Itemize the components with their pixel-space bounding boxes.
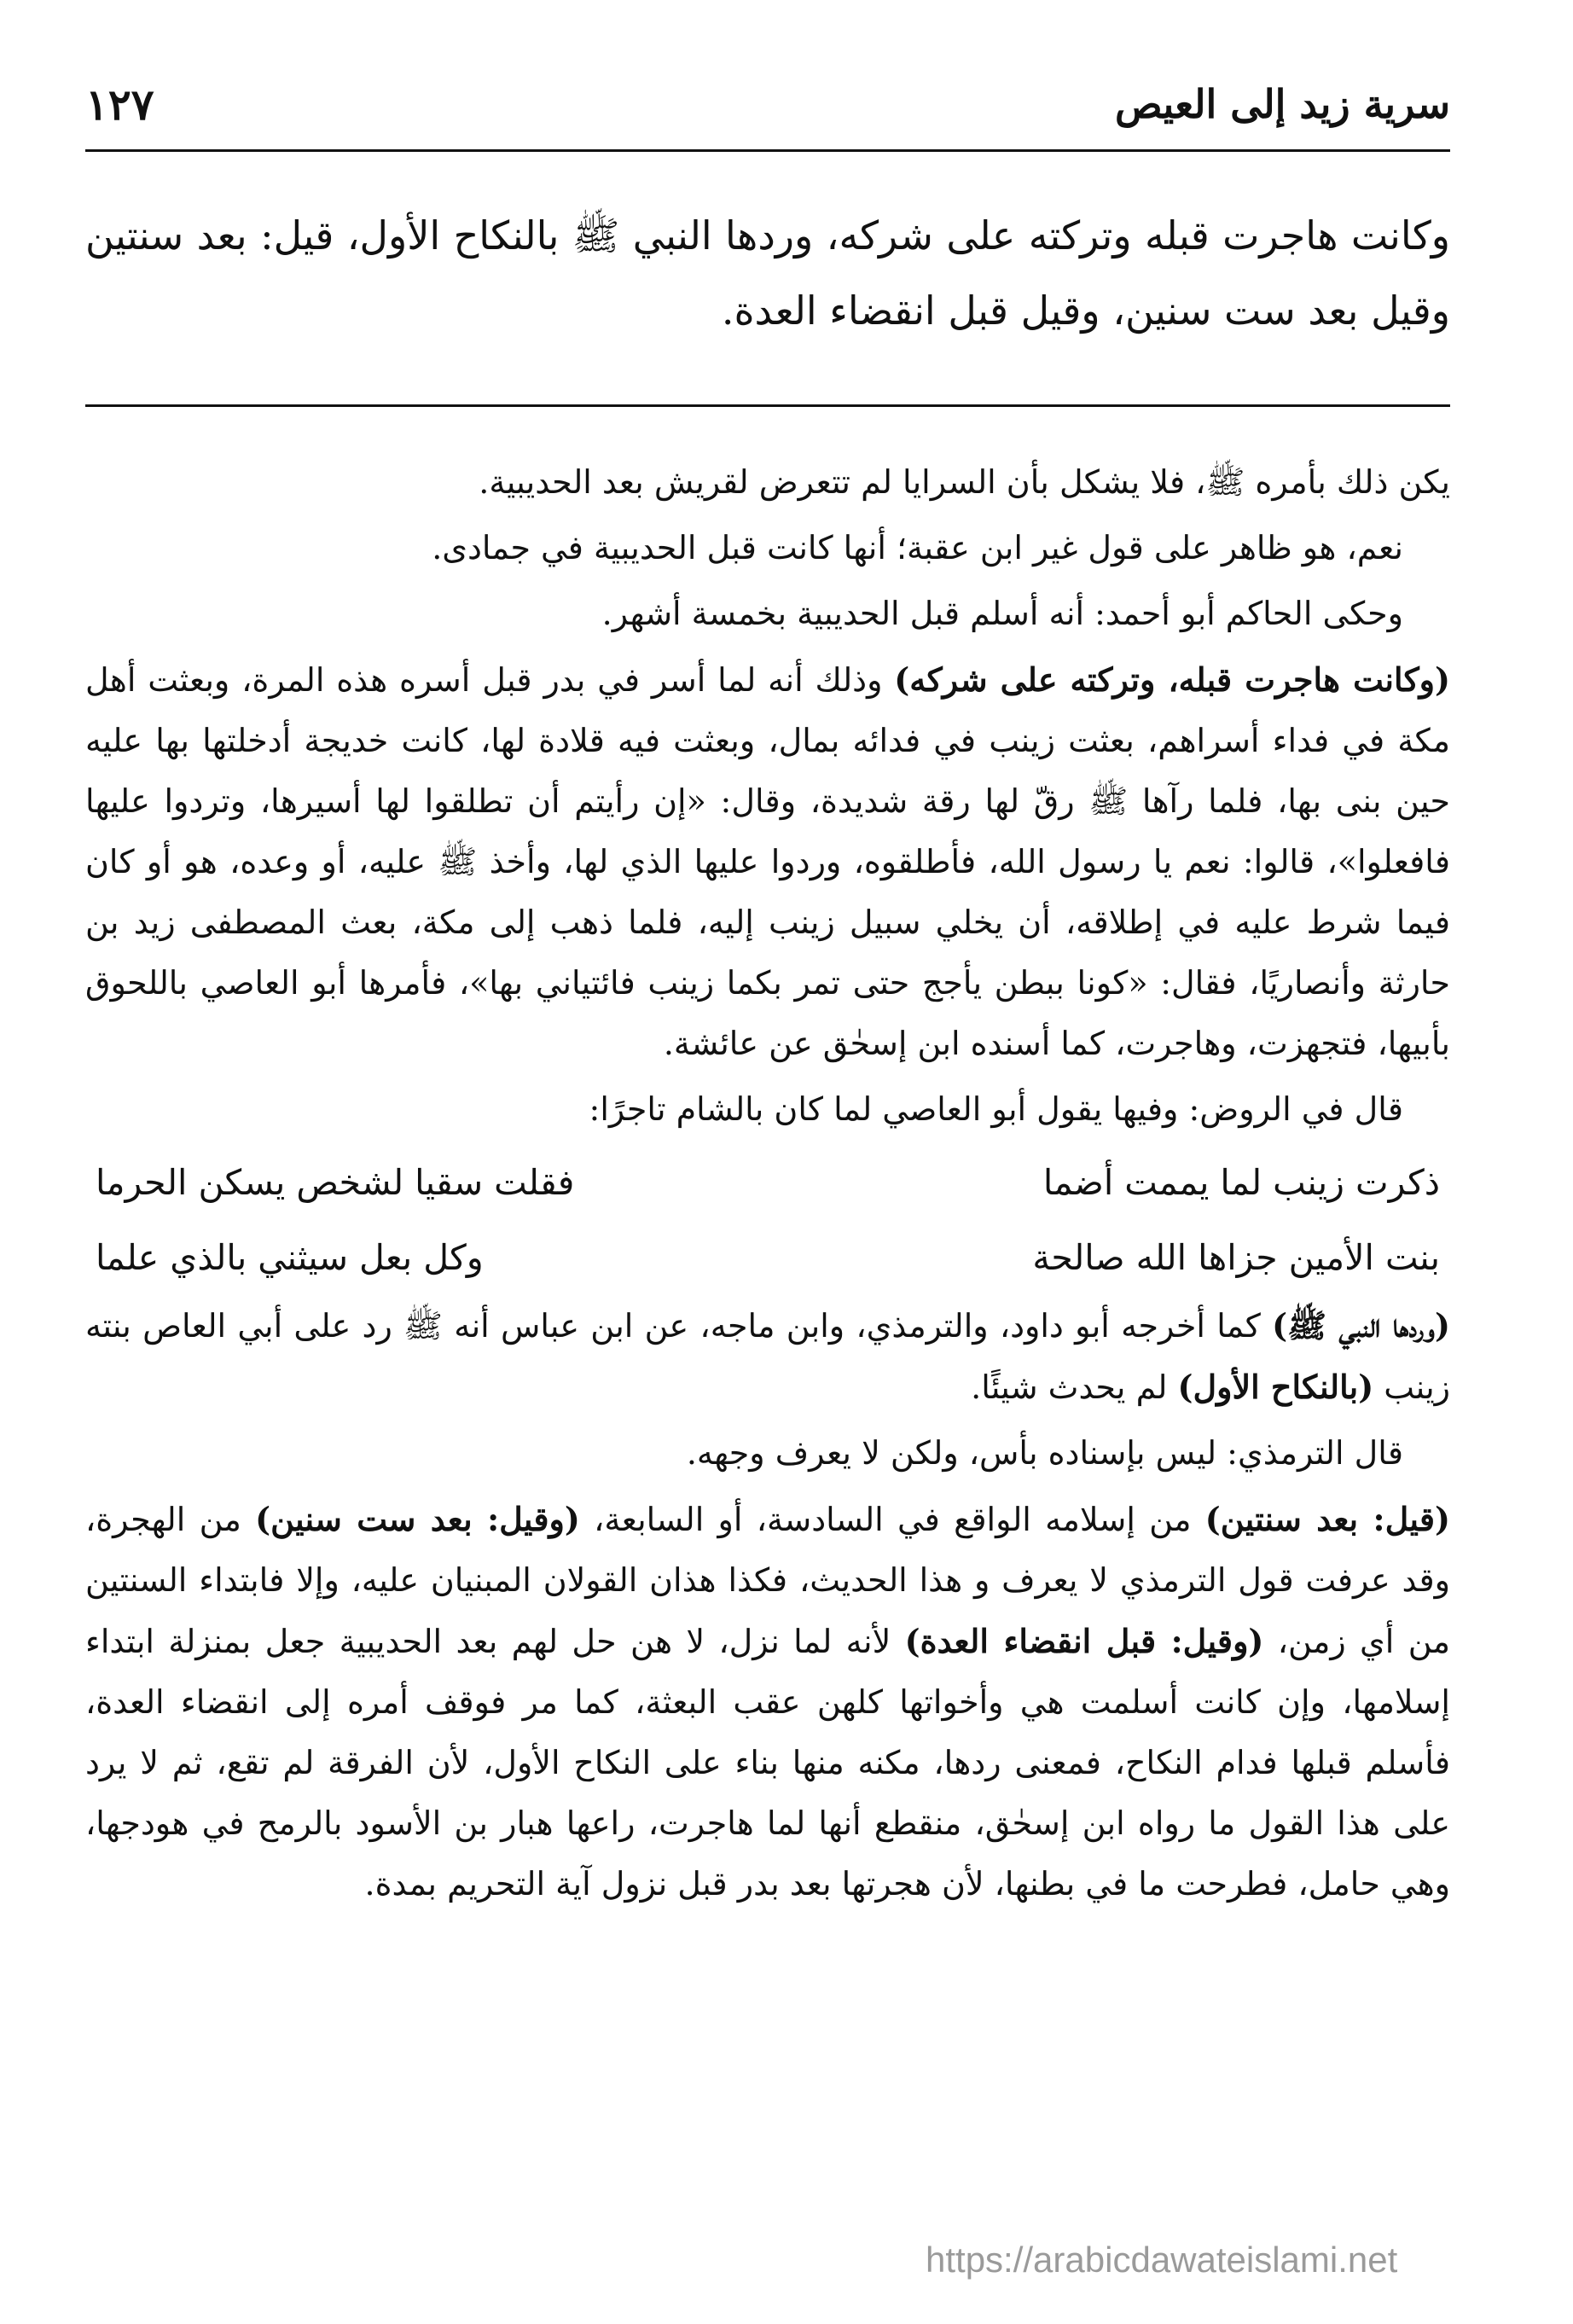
commentary-paragraph-4 <box>85 649 1450 1074</box>
quoted-matn: (وردها النبي ﷺ) <box>1272 1306 1450 1345</box>
page-header <box>85 73 1450 152</box>
commentary-paragraph-2: نعم، هو ظاهر على قول غير ابن عقبة؛ أنها كانت قبل الحديبية في جمادى. <box>432 529 1403 566</box>
commentary-text: لأنه لما نزل، لا هن حل لهم بعد الحديبية جعل بمنزلة ابتداء إسلامها، وإن كانت أسلمت هي وأخواتها كلهن عقب البعثة، كما مر فوقف أمره إلى انقضاء العدة، فأسلم قبلها فدام النكاح، فمعنى ردها، مكنه منها بناء على النكاح الأول، لأن الفرقة لم تقع، ثم لا يرد على هذا القول ما رواه ابن إسحٰق، منقطع أنها لما هاجرت، راعها هبار بن الأسود بالرمح في هودجها، وهي حامل، فطرحت ما في بطنها، لأن هجرتها بعد بدر قبل نزول آية التحريم بمدة. <box>85 1623 1451 1903</box>
quoted-matn: (قيل: بعد سنتين) <box>1204 1500 1450 1538</box>
commentary-text: من إسلامه الواقع في السادسة، أو السابعة، <box>579 1501 1205 1538</box>
poem-verse-2 <box>85 1220 1450 1295</box>
commentary-paragraph-7: قال الترمذي: ليس بإسناده بأس، ولكن لا يعرف وجهه. <box>686 1434 1403 1472</box>
commentary-paragraph-5: قال في الروض: وفيها يقول أبو العاصي لما كان بالشام تاجرًا: <box>589 1090 1403 1128</box>
main-paragraph: وكانت هاجرت قبله وتركته على شركه، وردها النبي ﷺ بالنكاح الأول، قيل: بعد سنتين وقيل بعد ست سنين، وقيل قبل انقضاء العدة. <box>85 212 1450 334</box>
commentary-text: وذلك أنه لما أسر في بدر قبل أسره هذه المرة، وبعثت أهل مكة في فداء أسراهم، بعثت زينب في فدائه بمال، وبعثت فيه قلادة لها، كانت خديجة أدخلتها بها عليه حين بنى بها، فلما رآها ﷺ رقّ لها رقة شديدة، وقال: «إن رأيتم أن تطلقوا لها أسيرها، وتردوا عليها فافعلوا»، قالوا: نعم يا رسول الله، فأطلقوه، وردوا عليها الذي لها، وأخذ ﷺ عليه، أو وعده، هو أو كان فيما شرط عليه في إطلاقه، أن يخلي سبيل زينب إليه، فلما ذهب إلى مكة، بعث المصطفى زيد بن حارثة وأنصاريًا، فقال: «كونا ببطن يأجج حتى تمر بكما زينب فائتياني بها»، فأمرها أبو العاصي باللحوق بأبيها، فتجهزت، وهاجرت، كما أسنده ابن إسحٰق عن عائشة. <box>85 661 1450 1062</box>
main-text <box>85 198 1450 348</box>
verse-hemistich: فقلت سقيا لشخص يسكن الحرما <box>96 1162 575 1203</box>
quoted-matn: (وقيل: قبل انقضاء العدة) <box>904 1622 1264 1660</box>
poem-verse-1 <box>85 1145 1450 1220</box>
watermark-url: https://arabicdawateislami.net <box>926 2240 1398 2280</box>
commentary <box>85 452 1450 1920</box>
commentary-paragraph-6 <box>85 1295 1450 1418</box>
commentary-paragraph-3: وحكى الحاكم أبو أحمد: أنه أسلم قبل الحديبية بخمسة أشهر. <box>601 595 1403 632</box>
quoted-matn: (وكانت هاجرت قبله، وتركته على شركه) <box>894 660 1450 699</box>
book-page <box>85 0 1450 2324</box>
separator-rule <box>85 404 1450 407</box>
commentary-text: من الهجرة، وقد عرفت قول الترمذي لا يعرف و هذا الحديث، فكذا هذان القولان المبنيان عليه، وإلا فابتداء السنتين من أي زمن، <box>85 1501 1450 1660</box>
quoted-matn: (بالنكاح الأول) <box>1177 1368 1374 1406</box>
commentary-paragraph-8 <box>85 1489 1450 1914</box>
page-number: ١٢٧ <box>85 79 154 130</box>
verse-hemistich: ذكرت زينب لما يممت أضما <box>1042 1162 1440 1203</box>
quoted-matn: (وقيل: بعد ست سنين) <box>255 1500 580 1538</box>
commentary-paragraph-1: يكن ذلك بأمره ﷺ، فلا يشكل بأن السرايا لم تتعرض لقريش بعد الحديبية. <box>479 463 1450 501</box>
chapter-title: سرية زيد إلى العيص <box>1115 81 1450 127</box>
verse-hemistich: وكل بعل سيثني بالذي علما <box>96 1237 484 1278</box>
commentary-text: كما أخرجه أبو داود، والترمذي، وابن ماجه، عن ابن عباس أنه ﷺ رد على أبي العاص بنته زينب <box>85 1307 1450 1406</box>
verse-hemistich: بنت الأمين جزاها الله صالحة <box>1032 1237 1440 1278</box>
commentary-text: لم يحدث شيئًا. <box>971 1368 1178 1406</box>
